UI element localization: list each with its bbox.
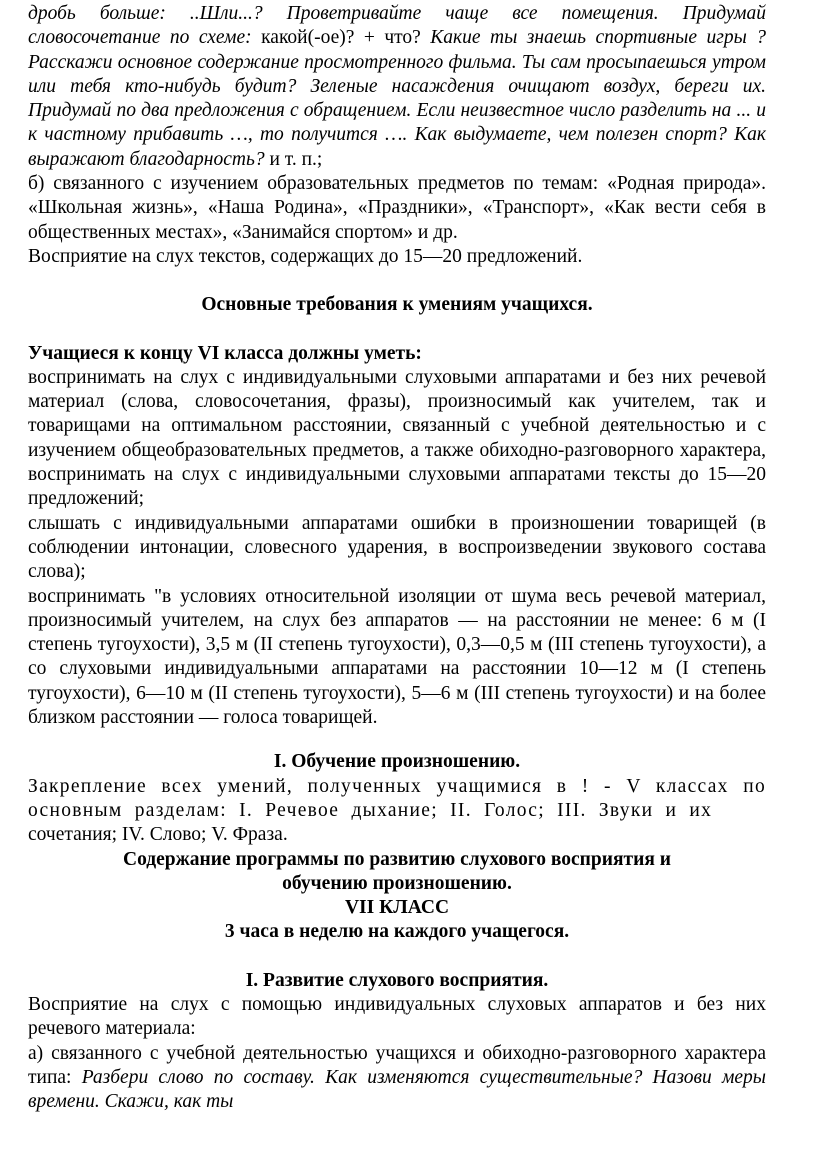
heading-auditory: I. Развитие слухового восприятия. — [245, 969, 549, 991]
paragraph-examples — [28, 2, 766, 172]
italic-text: дробь больше: ..Шли...? Проветривайте чаще все помещения. Придумай словосочетание по схеме: — [28, 3, 766, 49]
paragraph-hear-errors: слышать с индивидуальными аппаратами ошибки в произношении товарищей (в соблюдении интонации, словесного ударения, в воспроизведении звукового состава слова); — [28, 512, 766, 583]
plain-text: а) связанного с учебной деятельностью учащихся и обиходно-разговорного характера типа: — [28, 1042, 766, 1088]
paragraph-distance: воспринимать "в условиях относительной изоляции от шума весь речевой материал, произносимый учителем, на слух без аппаратов — на расстоянии не менее: 6 м (I степень тугоухости), 3,5 м (II степень тугоухости), 0,3—0,5 м (III степень тугоухости), а со слуховыми индивидуальными аппаратами на расстоянии 10—12 м (I степень тугоухости), 6—10 м (II степень тугоухости), 5—6 м (III степень тугоухости) и на более близком расстоянии — голоса товарищей. — [28, 585, 766, 729]
heading-requirements: Основные требования к умениям учащихся. — [201, 294, 593, 316]
paragraph-perception: Восприятие на слух с помощью индивидуальных слуховых аппаратов и без них речевого материала: — [28, 993, 766, 1040]
plain-text: какой(-ое)? + что? — [251, 27, 431, 49]
paragraph-consolidation: Закрепление всех умений, полученных учащимися в ! - V классах по основным разделам: I. Речевое дыхание; II. Голос; III. Звуки и их — [28, 775, 766, 821]
heading-hours: 3 часа в неделю на каждого учащегося. — [224, 921, 570, 943]
heading-grade: VII КЛАСС — [344, 897, 450, 919]
paragraph-consolidation-end: сочетания; IV. Слово; V. Фраза. — [28, 824, 288, 846]
paragraph-perceive: воспринимать на слух с индивидуальными слуховыми аппаратами и без них речевой материал (слова, словосочетания, фразы), произносимый как учителем, так и товарищами на оптимальном расстоянии, связанный с учебной деятельностью и с изучением общеобразовательных предметов, а также обиходно-разговорного характера, воспринимать на слух с индивидуальными слуховыми аппаратами тексты до 15—20 предложений; — [28, 366, 766, 510]
paragraph-topics: б) связанного с изучением образовательных предметов по темам: «Родная природа». «Школьная жизнь», «Наша Родина», «Праздники», «Транспорт», «Как вести себя в общественных местах», «Занимайся спортом» и др. — [28, 173, 766, 243]
heading-program-2: обучению произношению. — [282, 872, 512, 894]
italic-text: Какие ты знаешь спортивные игры ?Расскажи основное содержание просмотренного фильма. Ты сам просыпаешься утром или тебя кто-нибудь будит? Зеленые насаждения очищают воздух, береги их. Придумай по два предложения с обращением. Если неизвестное число разделить на ... и к частному прибавить …, то получится …. Как выдумаете, чем полезен спорт? Как выражают благодарность? — [28, 27, 767, 170]
italic-text: Разбери слово по составу. Как изменяются существительные? Назови меры времени. Скажи, как ты — [28, 1066, 766, 1113]
heading-pronunciation: I. Обучение произношению. — [273, 751, 521, 773]
heading-program: Содержание программы по развитию слухового восприятия и — [122, 848, 672, 870]
paragraph-study — [28, 1042, 766, 1115]
paragraph-texts: Восприятие на слух текстов, содержащих до 15—20 предложений. — [28, 245, 583, 267]
heading-students: Учащиеся к концу VI класса должны уметь: — [28, 342, 422, 364]
plain-text: и т. п.; — [264, 148, 323, 170]
